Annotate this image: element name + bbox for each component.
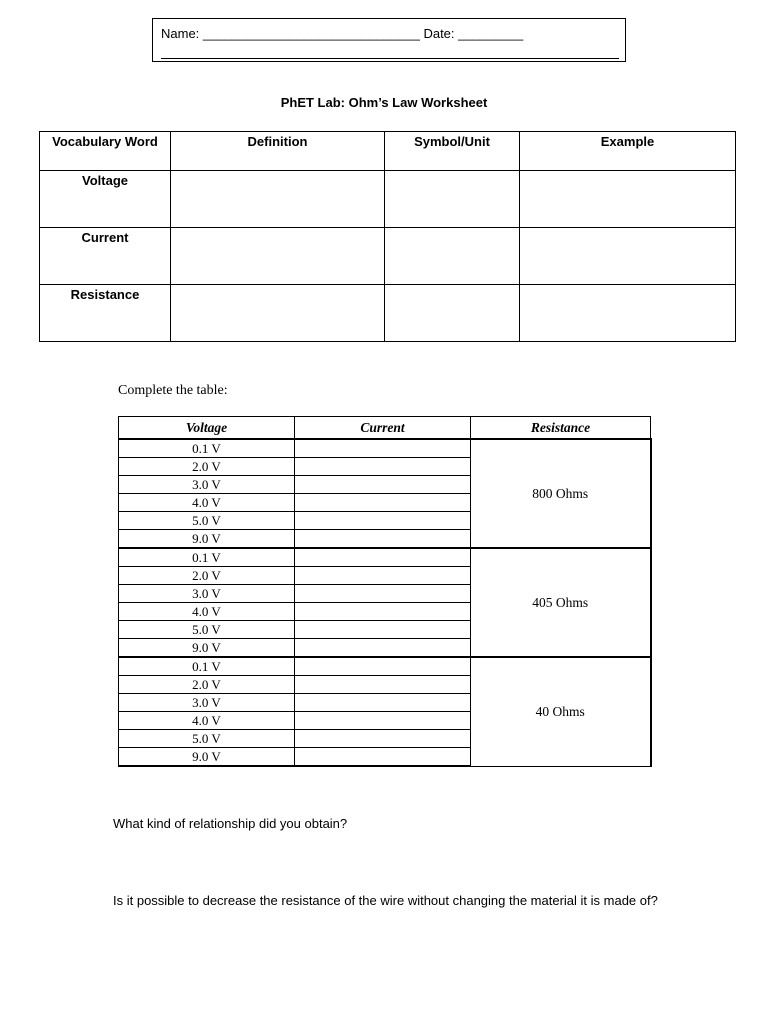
name-date-box — [152, 18, 626, 62]
current-cell[interactable] — [295, 621, 471, 639]
voltage-cell: 2.0 V — [119, 458, 295, 476]
name-date-line — [161, 26, 523, 41]
current-cell[interactable] — [295, 748, 471, 767]
vocab-row-current — [40, 228, 736, 285]
current-cell[interactable] — [295, 639, 471, 658]
ohm-header-voltage: Voltage — [119, 417, 295, 440]
vocab-header-definition: Definition — [171, 132, 385, 171]
voltage-cell: 5.0 V — [119, 512, 295, 530]
current-cell[interactable] — [295, 458, 471, 476]
example-cell[interactable] — [520, 171, 736, 228]
vocab-row-voltage — [40, 171, 736, 228]
vocab-header-row — [40, 132, 736, 171]
current-cell[interactable] — [295, 567, 471, 585]
question-relationship: What kind of relationship did you obtain? — [113, 816, 348, 831]
current-cell[interactable] — [295, 476, 471, 494]
voltage-cell: 9.0 V — [119, 530, 295, 549]
ohms-law-table — [118, 416, 652, 767]
ohm-table-row — [119, 657, 651, 676]
current-cell[interactable] — [295, 585, 471, 603]
vocab-header-word: Vocabulary Word — [40, 132, 171, 171]
resistance-cell: 405 Ohms — [471, 548, 651, 657]
current-cell[interactable] — [295, 694, 471, 712]
voltage-cell: 2.0 V — [119, 676, 295, 694]
example-cell[interactable] — [520, 228, 736, 285]
voltage-cell: 3.0 V — [119, 476, 295, 494]
current-cell[interactable] — [295, 530, 471, 549]
current-cell[interactable] — [295, 494, 471, 512]
definition-cell[interactable] — [171, 228, 385, 285]
current-cell[interactable] — [295, 730, 471, 748]
voltage-cell: 0.1 V — [119, 548, 295, 567]
name-blank[interactable]: ______________________________ — [202, 26, 420, 41]
ohm-table-row — [119, 548, 651, 567]
definition-cell[interactable] — [171, 171, 385, 228]
voltage-cell: 3.0 V — [119, 694, 295, 712]
name-label: Name: — [161, 26, 200, 41]
voltage-cell: 2.0 V — [119, 567, 295, 585]
definition-cell[interactable] — [171, 285, 385, 342]
vocab-row-resistance — [40, 285, 736, 342]
current-cell[interactable] — [295, 548, 471, 567]
current-cell[interactable] — [295, 712, 471, 730]
page-title: PhET Lab: Ohm’s Law Worksheet — [280, 95, 488, 110]
voltage-cell: 4.0 V — [119, 494, 295, 512]
symbol-cell[interactable] — [385, 171, 520, 228]
question-resistance: Is it possible to decrease the resistance of the wire without changing the material it is made of? — [113, 893, 658, 908]
current-cell[interactable] — [295, 657, 471, 676]
ohm-header-resistance: Resistance — [471, 417, 651, 440]
voltage-cell: 9.0 V — [119, 748, 295, 767]
voltage-cell: 4.0 V — [119, 603, 295, 621]
date-blank[interactable]: _________ — [458, 26, 524, 41]
voltage-cell: 5.0 V — [119, 621, 295, 639]
vocab-word: Resistance — [40, 285, 171, 342]
vocab-word: Voltage — [40, 171, 171, 228]
voltage-cell: 5.0 V — [119, 730, 295, 748]
ohm-header-current: Current — [295, 417, 471, 440]
resistance-cell: 40 Ohms — [471, 657, 651, 766]
current-cell[interactable] — [295, 439, 471, 458]
voltage-cell: 9.0 V — [119, 639, 295, 658]
current-cell[interactable] — [295, 603, 471, 621]
instruction-text: Complete the table: — [118, 383, 228, 398]
resistance-cell: 800 Ohms — [471, 439, 651, 548]
symbol-cell[interactable] — [385, 228, 520, 285]
ohm-header-row — [119, 417, 651, 440]
voltage-cell: 3.0 V — [119, 585, 295, 603]
symbol-cell[interactable] — [385, 285, 520, 342]
vocab-header-symbol: Symbol/Unit — [385, 132, 520, 171]
date-label: Date: — [423, 26, 455, 41]
vocabulary-table — [39, 131, 736, 342]
current-cell[interactable] — [295, 676, 471, 694]
example-cell[interactable] — [520, 285, 736, 342]
voltage-cell: 0.1 V — [119, 657, 295, 676]
voltage-cell: 0.1 V — [119, 439, 295, 458]
voltage-cell: 4.0 V — [119, 712, 295, 730]
ohm-table-row — [119, 439, 651, 458]
vocab-word: Current — [40, 228, 171, 285]
vocab-header-example: Example — [520, 132, 736, 171]
current-cell[interactable] — [295, 512, 471, 530]
blank-rule-line[interactable] — [161, 58, 619, 59]
